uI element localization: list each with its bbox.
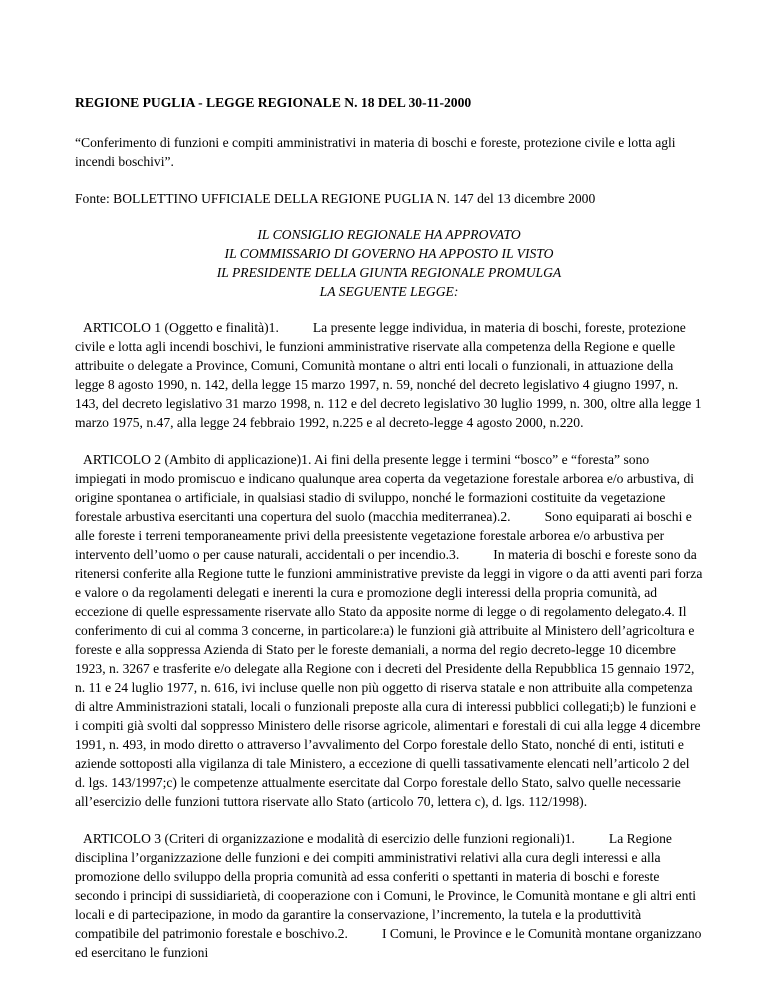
preamble [75, 225, 703, 301]
article-1-text: La presente legge individua, in materia di boschi, foreste, protezione civile e lotta agli incendi boschivi, le funzioni amministrative riservate alla competenza della Regione e quelle attribuite o delegate a Province, Comuni, Comunità montane o altri enti locali o funzionali, in attuazione della legge 8 agosto 1990, n. 142, della legge 15 marzo 1997, n. 59, nonché del decreto legislativo 4 giugno 1997, n. 143, del decreto legislativo 31 marzo 1998, n. 112 e del decreto legislativo 30 luglio 1999, n. 300, oltre alla legge 1 marzo 1975, n.47, alla legge 24 febbraio 1992, n.225 e al decreto-legge 4 agosto 2000, n.220. [75, 320, 702, 430]
article-3-text-1: La Regione disciplina l’organizzazione delle funzioni e dei compiti amministrativi relativi alla cura degli interessi e alla promozione dello sviluppo della propria comunità ad essa conferiti o spettanti in materia di boschi e foreste secondo i principi di sussidiarietà, di cooperazione con i Comuni, le Province, le Comunità montane e gli altri enti locali e di partecipazione, in modo da garantire la conservazione, l’incremento, la tutela e la produttività compatibile del patrimonio forestale e boschivo.2. [75, 831, 697, 941]
article-2-text-1: ARTICOLO 2 (Ambito di applicazione)1. Ai fini della presente legge i termini “bosco” e “foresta” sono impiegati in modo promiscuo e indicano qualunque area coperta da vegetazione forestale arborea e/o arbustiva, di origine spontanea o artificiale, in qualsiasi stadio di sviluppo, nonché le formazioni costituite da vegetazione forestale arbustiva esercitanti una copertura del suolo (macchia mediterranea).2. [75, 452, 695, 524]
article-2 [75, 450, 703, 811]
article-1 [75, 318, 703, 432]
preamble-line-1: IL CONSIGLIO REGIONALE HA APPROVATO [257, 227, 521, 242]
law-source: Fonte: BOLLETTINO UFFICIALE DELLA REGIONE PUGLIA N. 147 del 13 dicembre 2000 [75, 191, 596, 206]
preamble-line-2: IL COMMISSARIO DI GOVERNO HA APPOSTO IL VISTO [224, 246, 554, 261]
article-3 [75, 829, 703, 962]
article-2-text-3: In materia di boschi e foreste sono da ritenersi conferite alla Regione tutte le funzioni amministrative previste da leggi in vigore o da atti aventi pari forza e valore o da regolamenti delegati e inerenti la cura e promozione degli interessi della propria comunità, ad eccezione di quelle espressamente riservate allo Stato da apposite norme di legge o di regolamento delegato.4. Il conferimento di cui al comma 3 concerne, in particolare:a) le funzioni già attribuite al Ministero dell’agricoltura e foreste e alla soppressa Azienda di Stato per le foreste demaniali, a norma del regio decreto-legge 10 dicembre 1923, n. 3267 e trasferite e/o delegate alla Regione con i decreti del Presidente della Repubblica 15 gennaio 1972, n. 11 e 24 luglio 1977, n. 616, ivi incluse quelle non più oggetto di riserva statale e non attribuite alla competenza di altre Amministrazioni statali, locali o funzionali preposte alla cura di interessi pubblici collegati;b) le funzioni e i compiti già svolti dal soppresso Ministero delle risorse agricole, alimentari e forestali di cui alla legge 4 dicembre 1991, n. 493, in modo diretto o attraverso l’avvalimento del Corpo forestale dello Stato, nonché di enti, istituti e aziende sottoposti alla vigilanza di tale Ministero, a eccezione di quelli tassativamente elencati nell’articolo 2 del d. lgs. 143/1997;c) le competenze attualmente esercitate dal Corpo forestale dello Stato, salvo quelle necessarie all’esercizio delle funzioni tuttora riservate allo Stato (articolo 70, lettera c), d. lgs. 112/1998). [75, 547, 703, 809]
law-subtitle: “Conferimento di funzioni e compiti amministrativi in materia di boschi e foreste, protezione civile e lotta agli incendi boschivi”. [75, 135, 676, 169]
preamble-line-4: LA SEGUENTE LEGGE: [319, 284, 459, 299]
article-2-text-2: Sono equiparati ai boschi e alle foreste i terreni temporaneamente privi della preesistente vegetazione forestale arborea e/o arbustiva per intervento dell’uomo o per cause naturali, accidentali o per incendio.3. [75, 509, 692, 562]
article-3-heading: ARTICOLO 3 (Criteri di organizzazione e modalità di esercizio delle funzioni regionali)1. [83, 831, 575, 846]
law-title: REGIONE PUGLIA - LEGGE REGIONALE N. 18 DEL 30-11-2000 [75, 95, 472, 110]
article-1-heading: ARTICOLO 1 (Oggetto e finalità)1. [83, 320, 279, 335]
document-page [75, 93, 703, 980]
preamble-line-3: IL PRESIDENTE DELLA GIUNTA REGIONALE PROMULGA [216, 265, 562, 280]
article-3-text-2: I Comuni, le Province e le Comunità montane organizzano ed esercitano le funzioni [75, 926, 702, 960]
